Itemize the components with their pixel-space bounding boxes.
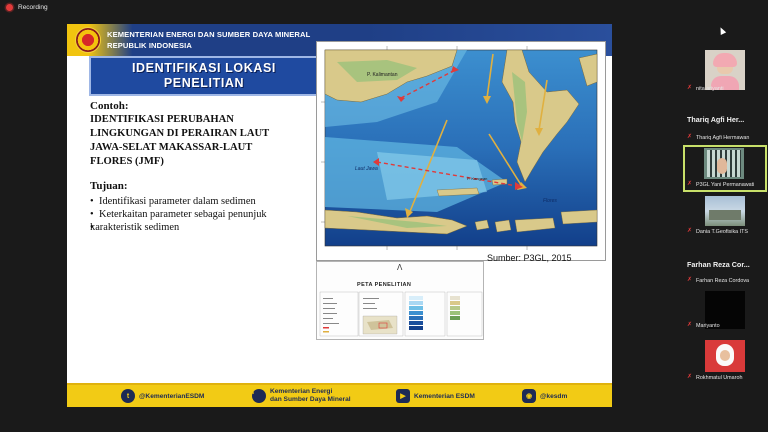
- map-source: Sumber: P3GL, 2015: [487, 253, 572, 263]
- mic-muted-icon: ✗: [687, 228, 693, 234]
- twitter-icon: t: [121, 389, 135, 403]
- participant-video: [704, 148, 744, 179]
- footer-facebook: [252, 388, 351, 403]
- ministry-name: KEMENTERIAN ENERGI DAN SUMBER DAYA MINERAL: [107, 30, 311, 39]
- participant-video: [705, 50, 745, 90]
- participant-name-row: [687, 181, 754, 188]
- participant-name: P3GL Yani Permanawati: [696, 181, 755, 188]
- description-line: FLORES (JMF): [90, 156, 164, 167]
- legend-graphics: [317, 290, 485, 340]
- slide-title-line1: IDENTIFIKASI LOKASI: [131, 61, 277, 75]
- participant-name: Mariyanto: [696, 322, 720, 329]
- twitter-handle: @KementerianESDM: [139, 392, 205, 400]
- mic-muted-icon: ✗: [687, 322, 693, 328]
- mic-muted-icon: ✗: [687, 181, 693, 187]
- facebook-icon: f: [252, 389, 266, 403]
- map-label-flores: Flores: [543, 198, 557, 204]
- participant-name-row: [687, 277, 749, 284]
- description-line: IDENTIFIKASI PERUBAHAN: [90, 114, 234, 125]
- mic-muted-icon: ✗: [687, 277, 693, 283]
- list-item: • Identifikasi parameter dalam sedimen: [90, 195, 330, 208]
- participant-name: Farhan Reza Cordova: [696, 277, 750, 284]
- research-area-map: [316, 41, 606, 261]
- map-legend-panel: [316, 261, 484, 340]
- participant-name: Dania T.Geofisika ITS: [696, 228, 749, 235]
- participant-video: [705, 196, 745, 226]
- description-line: LINGKUNGAN DI PERAIRAN LAUT: [90, 128, 270, 139]
- tujuan-heading: Tujuan:: [90, 180, 128, 192]
- participant-display-name: Thariq Agfi Her...: [687, 115, 745, 124]
- peta-title: PETA PENELITIAN: [357, 282, 412, 288]
- participant-name-row: [687, 322, 720, 329]
- objective-list: [90, 195, 330, 234]
- contoh-heading: Contoh:: [90, 100, 129, 112]
- footer-twitter: [121, 389, 204, 403]
- mouse-cursor-icon: [718, 26, 726, 35]
- example-description: [90, 113, 330, 169]
- instagram-icon: ◉: [522, 389, 536, 403]
- participant-display-name: Farhan Reza Cor...: [687, 260, 750, 269]
- participant-name: nita ariyanti: [696, 85, 724, 92]
- recording-indicator: [6, 4, 48, 11]
- slide-body: [90, 100, 330, 234]
- recording-label: Recording: [18, 4, 48, 11]
- list-item-continuation: karakteristik sedimen: [90, 222, 180, 233]
- participant-name-row: [687, 85, 724, 92]
- participant-name-row: [687, 374, 742, 381]
- participant-video: [705, 340, 745, 372]
- participant-name-row: [687, 134, 749, 141]
- map-label-kalimantan: P. Kalimantan: [367, 72, 398, 78]
- youtube-icon: ▶: [396, 389, 410, 403]
- list-item: • Keterkaitan parameter sebagai penunjuk: [90, 208, 330, 221]
- north-arrow-icon: Λ: [397, 263, 403, 272]
- shared-slide: [67, 24, 612, 407]
- participant-name-row: [687, 228, 748, 235]
- youtube-channel: Kementerian ESDM: [414, 392, 475, 400]
- facebook-line1: Kementerian Energi: [270, 388, 333, 395]
- facebook-line2: dan Sumber Daya Mineral: [270, 395, 351, 403]
- mic-muted-icon: ✗: [687, 374, 693, 380]
- bathymetry-map: [317, 42, 607, 262]
- list-item: [90, 221, 330, 234]
- participant-name: Thariq Agfi Hermawan: [696, 134, 750, 141]
- footer-instagram: [522, 389, 567, 403]
- instagram-handle: @kesdm: [540, 392, 568, 400]
- slide-footer: [67, 383, 612, 407]
- mic-muted-icon: ✗: [687, 85, 693, 91]
- slide-title-line2: PENELITIAN: [163, 76, 245, 90]
- country-name: REPUBLIK INDONESIA: [107, 41, 192, 50]
- map-label-kangean: P. Kangean: [467, 176, 488, 181]
- record-icon: [6, 4, 13, 11]
- slide-title: [89, 56, 319, 96]
- footer-youtube: [396, 389, 475, 403]
- participant-name: Rokhmatul Umaroh: [696, 374, 743, 381]
- map-label-laut-jawa: Laut Jawa: [355, 166, 378, 172]
- mic-muted-icon: ✗: [687, 134, 693, 140]
- esdm-logo: [75, 27, 101, 53]
- description-line: JAWA-SELAT MAKASSAR-LAUT: [90, 142, 253, 153]
